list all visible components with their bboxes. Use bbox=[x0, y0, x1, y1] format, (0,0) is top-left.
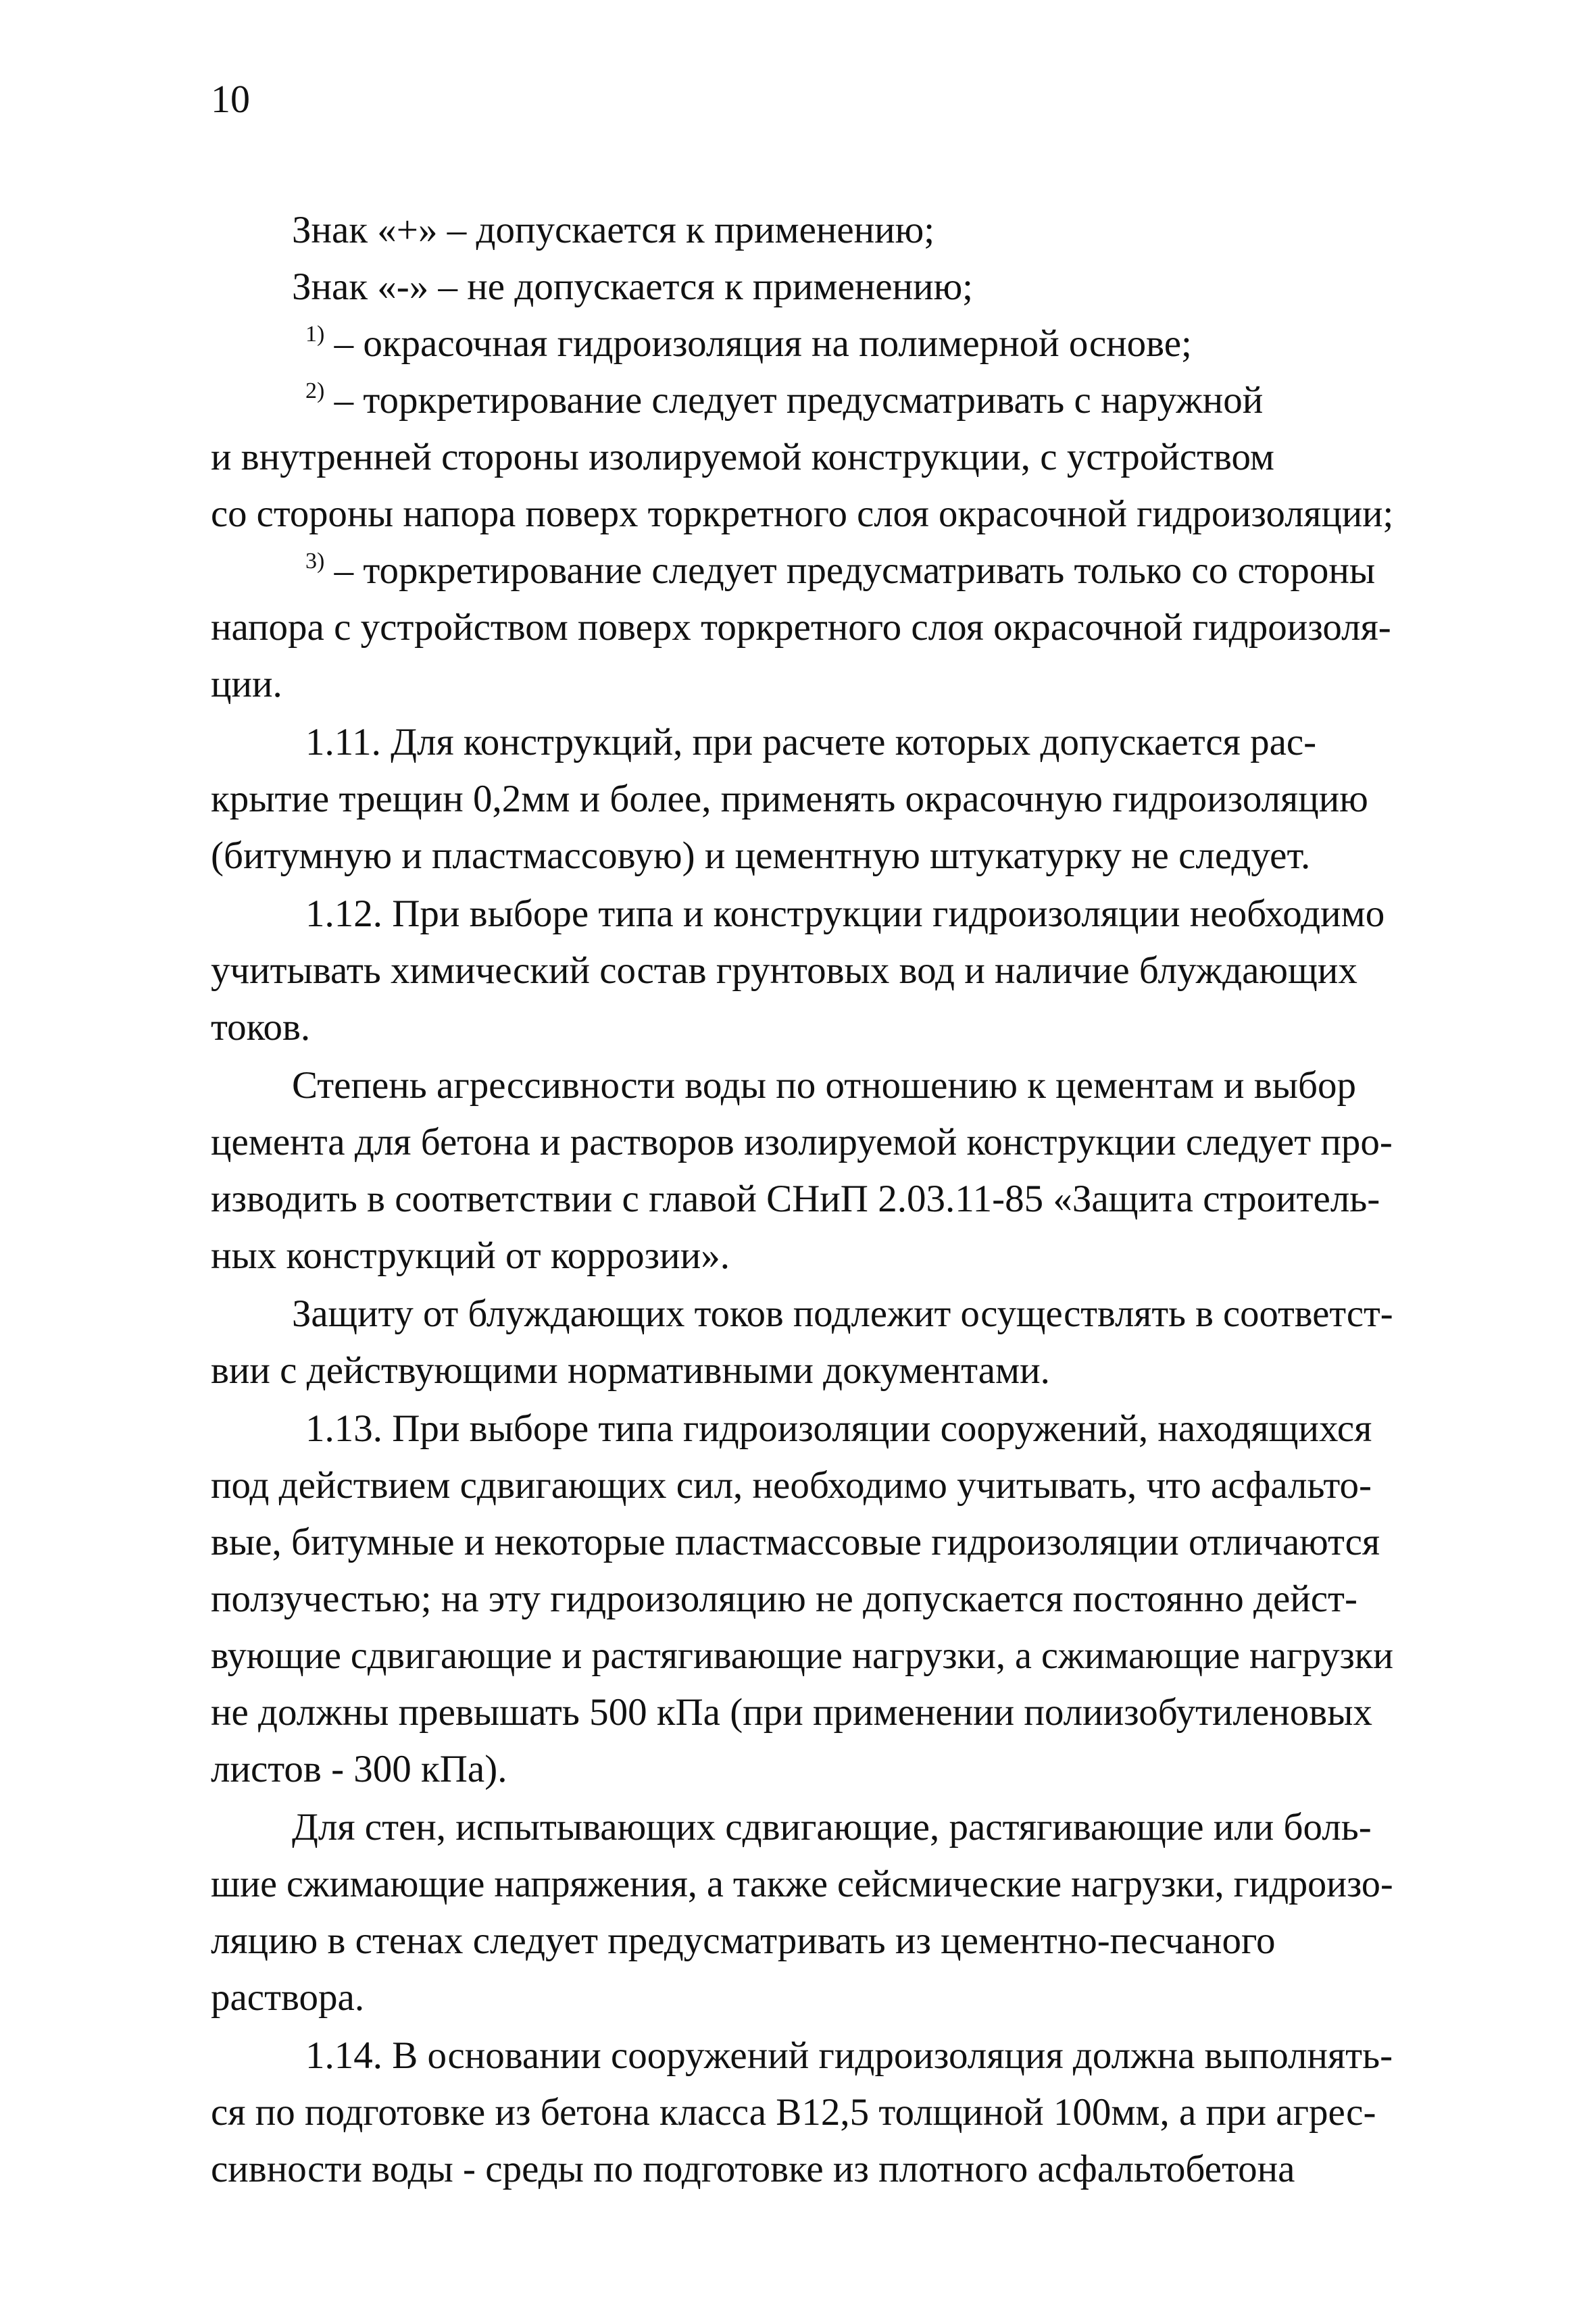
text-line: вующие сдвигающие и растягивающие нагрузки, а сжимающие нагрузки bbox=[211, 1634, 1394, 1677]
footnote-3-mark: 3) bbox=[305, 549, 325, 574]
text-line: ползучестью; на эту гидроизоляцию не допускается постоянно дейст- bbox=[211, 1578, 1357, 1620]
text-line: и внутренней стороны изолируемой конструкции, с устройством bbox=[211, 436, 1274, 478]
footnote-1-mark: 1) bbox=[305, 322, 325, 347]
sign-plus-legend: Знак «+» – допускается к применению; bbox=[292, 209, 935, 251]
text-line: вии с действующими нормативными документами. bbox=[211, 1349, 1050, 1392]
clause-1-13: 1.13. При выборе типа гидроизоляции сооружений, находящихся bbox=[305, 1407, 1372, 1450]
text-line: изводить в соответствии с главой СНиП 2.03.11-85 «Защита строитель- bbox=[211, 1178, 1380, 1220]
footnote-1 bbox=[305, 324, 1192, 363]
text-line: раствора. bbox=[211, 1976, 365, 2019]
text-line: ляцию в стенах следует предусматривать из цементно-песчаного bbox=[211, 1919, 1276, 1962]
text-line: шие сжимающие напряжения, а также сейсмические нагрузки, гидроизо- bbox=[211, 1863, 1393, 1905]
text-line: токов. bbox=[211, 1006, 311, 1049]
footnote-2-text: – торкретирование следует предусматривать с наружной bbox=[324, 379, 1264, 422]
text-line: учитывать химический состав грунтовых вод и наличие блуждающих bbox=[211, 949, 1357, 992]
footnote-3 bbox=[305, 551, 1375, 590]
text-line: напора с устройством поверх торкретного слоя окрасочной гидроизоля- bbox=[211, 606, 1391, 649]
clause-1-14: 1.14. В основании сооружений гидроизоляция должна выполнять- bbox=[305, 2034, 1393, 2077]
text-line: под действием сдвигающих сил, необходимо учитывать, что асфальто- bbox=[211, 1464, 1372, 1507]
footnote-3-text: – торкретирование следует предусматривать только со стороны bbox=[324, 549, 1376, 592]
paragraph-aggressiveness: Степень агрессивности воды по отношению к цементам и выбор bbox=[292, 1064, 1357, 1107]
text-line: со стороны напора поверх торкретного слоя окрасочной гидроизоляции; bbox=[211, 493, 1394, 535]
footnote-2 bbox=[305, 378, 1264, 422]
paragraph-walls: Для стен, испытывающих сдвигающие, растягивающие или боль- bbox=[292, 1806, 1372, 1848]
text-line: вые, битумные и некоторые пластмассовые гидроизоляции отличаются bbox=[211, 1521, 1380, 1563]
text-line: ся по подготовке из бетона класса В12,5 толщиной 100мм, а при агрес- bbox=[211, 2091, 1376, 2134]
footnote-1-text: – окрасочная гидроизоляция на полимерной основе; bbox=[324, 322, 1192, 365]
text-line: сивности воды - среды по подготовке из плотного асфальтобетона bbox=[211, 2148, 1295, 2190]
page-number: 10 bbox=[211, 77, 250, 121]
clause-1-12: 1.12. При выборе типа и конструкции гидроизоляции необходимо bbox=[305, 892, 1385, 935]
text-line: ных конструкций от коррозии». bbox=[211, 1234, 730, 1277]
text-line: (битумную и пластмассовую) и цементную штукатурку не следует. bbox=[211, 834, 1311, 877]
text-line: листов - 300 кПа). bbox=[211, 1748, 507, 1790]
text-line: цемента для бетона и растворов изолируемой конструкции следует про- bbox=[211, 1121, 1393, 1163]
sign-minus-legend: Знак «-» – не допускается к применению; bbox=[292, 266, 973, 308]
clause-1-11: 1.11. Для конструкций, при расчете которых допускается рас- bbox=[305, 721, 1317, 763]
text-line: не должны превышать 500 кПа (при применении полиизобутиленовых bbox=[211, 1691, 1372, 1734]
paragraph-stray-currents: Защиту от блуждающих токов подлежит осуществлять в соответст- bbox=[292, 1292, 1393, 1335]
text-line: ции. bbox=[211, 663, 282, 705]
footnote-2-mark: 2) bbox=[305, 378, 325, 403]
text-line: крытие трещин 0,2мм и более, применять окрасочную гидроизоляцию bbox=[211, 778, 1368, 820]
